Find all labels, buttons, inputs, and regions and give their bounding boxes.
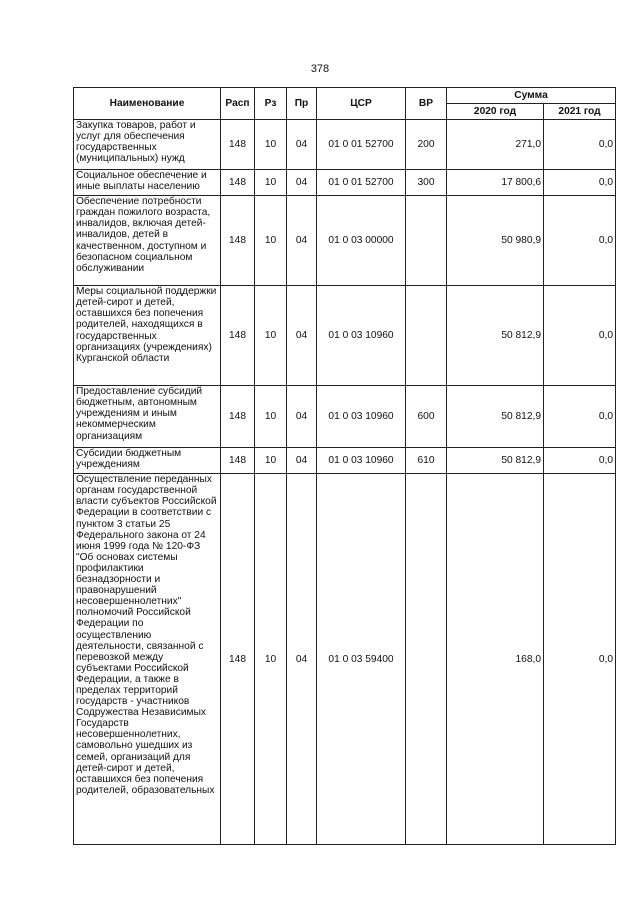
row-rz: 10 [255,386,287,448]
row-2021: 0,0 [544,286,616,386]
row-2020: 17 800,6 [447,170,544,196]
header-sum: Сумма [447,88,616,104]
row-2021: 0,0 [544,170,616,196]
table-row [74,120,616,170]
row-rasp: 148 [221,386,255,448]
row-csr: 01 0 03 10960 [317,448,406,474]
row-vr: 600 [406,386,447,448]
header-pr: Пр [287,88,317,120]
row-rz: 10 [255,120,287,170]
row-rz: 10 [255,196,287,286]
table-header [74,88,616,120]
row-2020: 168,0 [447,474,544,845]
row-2020: 271,0 [447,120,544,170]
row-pr: 04 [287,286,317,386]
row-rasp: 148 [221,120,255,170]
row-rasp: 148 [221,448,255,474]
row-pr: 04 [287,448,317,474]
row-vr: 200 [406,120,447,170]
row-name: Осуществление переданных органам государственной власти субъектов Российской Федерации в соответствии с пунктом 3 статьи 25 Федерального закона от 24 июня 1999 года № 120-ФЗ "Об основах системы профилактики безнадзорности и правонарушений несовершеннолетних" полномочий Российской Федерации по осуществлению деятельности, связанной с перевозкой между субъектами Российской Федерации, а также в пределах территорий государств - участников Содружества Независимых Государств несовершеннолетних, самовольно ушедших из семей, организаций для детей-сирот и детей, оставшихся без попечения родителей, образовательных [74,474,221,845]
row-csr: 01 0 03 00000 [317,196,406,286]
row-name: Закупка товаров, работ и услуг для обеспечения государственных (муниципальных) нужд [74,120,221,170]
row-rasp: 148 [221,474,255,845]
row-2021: 0,0 [544,120,616,170]
row-2021: 0,0 [544,386,616,448]
row-2021: 0,0 [544,474,616,845]
row-2020: 50 812,9 [447,386,544,448]
row-csr: 01 0 01 52700 [317,120,406,170]
header-name: Наименование [74,88,221,120]
row-2020: 50 812,9 [447,286,544,386]
row-name: Обеспечение потребности граждан пожилого возраста, инвалидов, включая детей-инвалидов, детей в качественном, доступном и безопасном социальном обслуживании [74,196,221,286]
header-vr: ВР [406,88,447,120]
row-pr: 04 [287,474,317,845]
table-row [74,196,616,286]
table-row [74,386,616,448]
row-pr: 04 [287,196,317,286]
row-name: Социальное обеспечение и иные выплаты населению [74,170,221,196]
row-pr: 04 [287,170,317,196]
row-2021: 0,0 [544,196,616,286]
row-name: Субсидии бюджетным учреждениям [74,448,221,474]
header-2021: 2021 год [544,104,616,120]
row-rz: 10 [255,286,287,386]
table-row [74,170,616,196]
row-name: Предоставление субсидий бюджетным, автономным учреждениям и иным некоммерческим организациям [74,386,221,448]
budget-table [73,87,616,845]
row-pr: 04 [287,386,317,448]
table-row [74,474,616,845]
row-rz: 10 [255,474,287,845]
row-vr [406,474,447,845]
row-csr: 01 0 03 59400 [317,474,406,845]
row-rasp: 148 [221,196,255,286]
table-row [74,448,616,474]
header-rasp: Расп [221,88,255,120]
row-rasp: 148 [221,286,255,386]
row-rasp: 148 [221,170,255,196]
row-2021: 0,0 [544,448,616,474]
row-vr [406,286,447,386]
header-rz: Рз [255,88,287,120]
table-row [74,286,616,386]
row-csr: 01 0 03 10960 [317,286,406,386]
row-rz: 10 [255,170,287,196]
row-vr: 300 [406,170,447,196]
header-csr: ЦСР [317,88,406,120]
page-number: 378 [310,63,330,75]
row-name: Меры социальной поддержки детей-сирот и детей, оставшихся без попечения родителей, находящихся в государственных организациях (учреждениях) Курганской области [74,286,221,386]
row-2020: 50 980,9 [447,196,544,286]
row-vr [406,196,447,286]
row-vr: 610 [406,448,447,474]
row-2020: 50 812,9 [447,448,544,474]
header-2020: 2020 год [447,104,544,120]
row-csr: 01 0 03 10960 [317,386,406,448]
row-rz: 10 [255,448,287,474]
row-csr: 01 0 01 52700 [317,170,406,196]
row-pr: 04 [287,120,317,170]
